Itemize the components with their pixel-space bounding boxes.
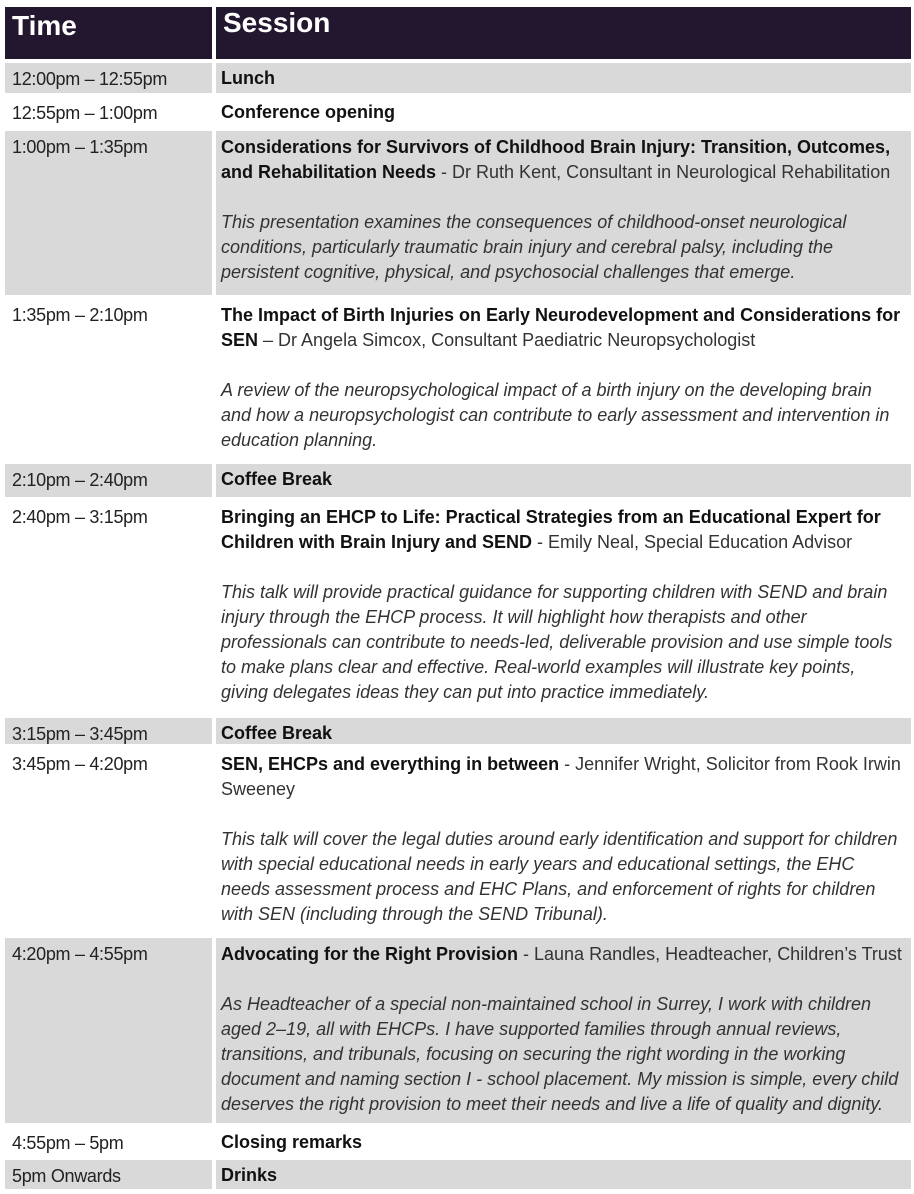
time-column-header: Time xyxy=(5,7,212,59)
row-time: 4:20pm – 4:55pm xyxy=(5,938,212,1123)
agenda-row-closing xyxy=(5,1127,911,1156)
session-title: Considerations for Survivors of Childhood Brain Injury: Transition, Outcomes, and Rehabilitation Needs xyxy=(221,137,891,182)
agenda-row-coffee-2 xyxy=(5,718,911,744)
row-time: 1:35pm – 2:10pm xyxy=(5,299,212,460)
session-title: The Impact of Birth Injuries on Early Neurodevelopment and Considerations for SEN xyxy=(221,305,901,350)
session-column-header: Session xyxy=(216,7,911,59)
row-session xyxy=(216,299,911,460)
row-time: 1:00pm – 1:35pm xyxy=(5,131,212,295)
session-title: Conference opening xyxy=(221,102,396,122)
agenda-table xyxy=(5,7,911,1193)
row-time: 3:45pm – 4:20pm xyxy=(5,748,212,934)
row-session xyxy=(216,501,911,714)
agenda-row-session-5 xyxy=(5,938,911,1123)
row-session xyxy=(216,1160,911,1189)
session-description: This talk will provide practical guidance for supporting children with SEND and brain injury through the EHCP process. It will highlight how therapists and other professionals can contribute to needs-led, deliverable provision and use simple tools to make plans clear and effective. Real-world examples will illustrate key points, giving delegates ideas they can put into practice immediately. xyxy=(221,582,893,702)
row-time: 5pm Onwards xyxy=(5,1160,212,1189)
agenda-row-lunch xyxy=(5,63,911,93)
session-title: Lunch xyxy=(221,68,275,88)
agenda-row-coffee-1 xyxy=(5,464,911,497)
session-title: Bringing an EHCP to Life: Practical Strategies from an Educational Expert for Children with Brain Injury and SEND xyxy=(221,507,881,552)
row-session xyxy=(216,63,911,93)
session-title: Drinks xyxy=(221,1165,278,1185)
row-time: 2:10pm – 2:40pm xyxy=(5,464,212,497)
agenda-row-opening xyxy=(5,97,911,127)
row-time: 4:55pm – 5pm xyxy=(5,1127,212,1156)
session-title: Coffee Break xyxy=(221,723,333,743)
row-session xyxy=(216,938,911,1123)
session-description: As Headteacher of a special non-maintained school in Surrey, I work with children aged 2–19, all with EHCPs. I have supported families through annual reviews, transitions, and tribunals, focusing on securing the right wording in the working document and naming section I - school placement. My mission is simple, every child deserves the right provision to meet their needs and live a life of quality and dignity. xyxy=(221,994,899,1114)
agenda-row-drinks xyxy=(5,1160,911,1189)
session-title: Advocating for the Right Provision xyxy=(221,944,519,964)
row-session xyxy=(216,464,911,497)
row-time: 12:55pm – 1:00pm xyxy=(5,97,212,127)
session-speaker: - Dr Ruth Kent, Consultant in Neurological Rehabilitation xyxy=(436,162,891,182)
row-session xyxy=(216,131,911,295)
session-description: This presentation examines the consequences of childhood-onset neurological conditions, particularly traumatic brain injury and cerebral palsy, including the persistent cognitive, physical, and psychosocial challenges that emerge. xyxy=(221,212,847,282)
session-speaker: - Launa Randles, Headteacher, Children’s Trust xyxy=(518,944,902,964)
row-time: 2:40pm – 3:15pm xyxy=(5,501,212,714)
session-description: A review of the neuropsychological impact of a birth injury on the developing brain and how a neuropsychologist can contribute to early assessment and intervention in education planning. xyxy=(221,380,890,450)
session-speaker: – Dr Angela Simcox, Consultant Paediatric Neuropsychologist xyxy=(258,330,756,350)
row-session xyxy=(216,1127,911,1156)
row-session xyxy=(216,718,911,744)
session-description: This talk will cover the legal duties around early identification and support for children with special educational needs in early years and educational settings, the EHC needs assessment process and EHC Plans, and enforcement of rights for children with SEN (including through the SEND Tribunal). xyxy=(221,829,898,924)
row-session xyxy=(216,97,911,127)
session-speaker: - Emily Neal, Special Education Advisor xyxy=(532,532,853,552)
row-time: 12:00pm – 12:55pm xyxy=(5,63,212,93)
row-session xyxy=(216,748,911,934)
session-speaker: - Jennifer Wright, Solicitor from Rook Irwin Sweeney xyxy=(221,754,901,799)
agenda-row-session-3 xyxy=(5,501,911,714)
session-title: SEN, EHCPs and everything in between xyxy=(221,754,560,774)
agenda-row-session-4 xyxy=(5,748,911,934)
session-title: Closing remarks xyxy=(221,1132,363,1152)
table-header xyxy=(5,7,911,59)
agenda-row-session-1 xyxy=(5,131,911,295)
agenda-row-session-2 xyxy=(5,299,911,460)
session-title: Coffee Break xyxy=(221,469,333,489)
row-time: 3:15pm – 3:45pm xyxy=(5,718,212,744)
